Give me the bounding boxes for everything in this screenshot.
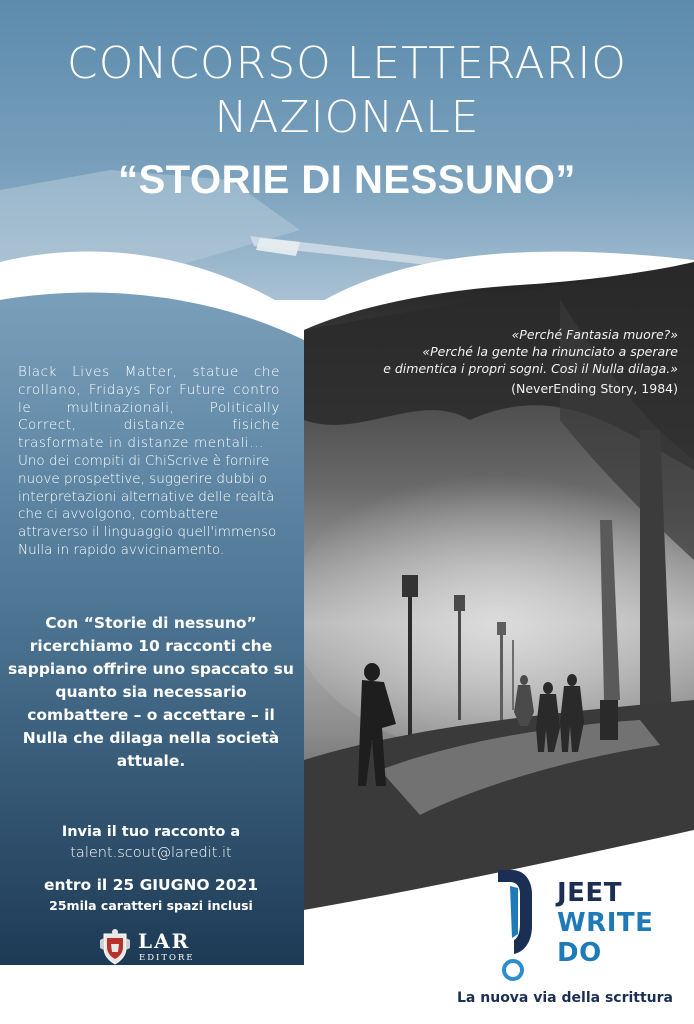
page-title-line-1: CONCORSO LETTERARIO	[67, 38, 627, 89]
intro-text	[18, 364, 280, 560]
quote-line-2: «Perché la gente ha rinunciato a sperare	[422, 344, 678, 359]
quote-line-1: «Perché Fantasia muore?»	[511, 327, 678, 342]
brand-word-2: WRITE	[557, 908, 654, 938]
email-link[interactable]: talent.scout@laredit.it	[70, 845, 232, 861]
highlight-text: Con “Storie di nessuno” ricerchiamo 10 racconti che sappiano offrire uno spaccato su quanto sia necessario combattere – o accettare – il Nulla che dilaga nella società attuale.	[8, 614, 294, 770]
publisher-logo	[98, 928, 208, 968]
publisher-name: LAR	[138, 929, 191, 953]
page-title-line-2: NAZIONALE	[214, 92, 480, 143]
brand-word-1: JEET	[557, 878, 622, 908]
quote-source: (NeverEnding Story, 1984)	[511, 381, 678, 396]
brand-tagline: La nuova via della scrittura	[457, 990, 673, 1006]
brand-word-3: DO	[557, 938, 602, 968]
deadline-note: 25mila caratteri spazi inclusi	[49, 898, 253, 913]
cta-label: Invia il tuo racconto a	[61, 824, 241, 840]
brand-logo	[490, 866, 690, 986]
publisher-sub: EDITORE	[139, 953, 195, 963]
deadline: entro il 25 GIUGNO 2021	[43, 876, 259, 894]
quill-mark-icon	[490, 866, 538, 984]
quote-line-3: e dimentica i propri sogni. Così il Nulla dilaga.»	[383, 361, 678, 376]
intro-paragraph-1: Black Lives Matter, statue che crollano, Fridays For Future contro le multinazionali, Politically Correct, distanze fisiche trasformate in distanze mentali...	[18, 364, 280, 452]
crest-icon	[98, 928, 132, 966]
page-subtitle: “STORIE DI NESSUNO”	[118, 158, 576, 202]
intro-paragraph-2: Uno dei compiti di ChiScrive è fornire nuove prospettive, suggerire dubbi o interpretazioni alternative delle realtà che ci avvolgono, combattere attraverso il linguaggio quell'immenso Nulla in rapido avvicinamento.	[18, 452, 277, 558]
